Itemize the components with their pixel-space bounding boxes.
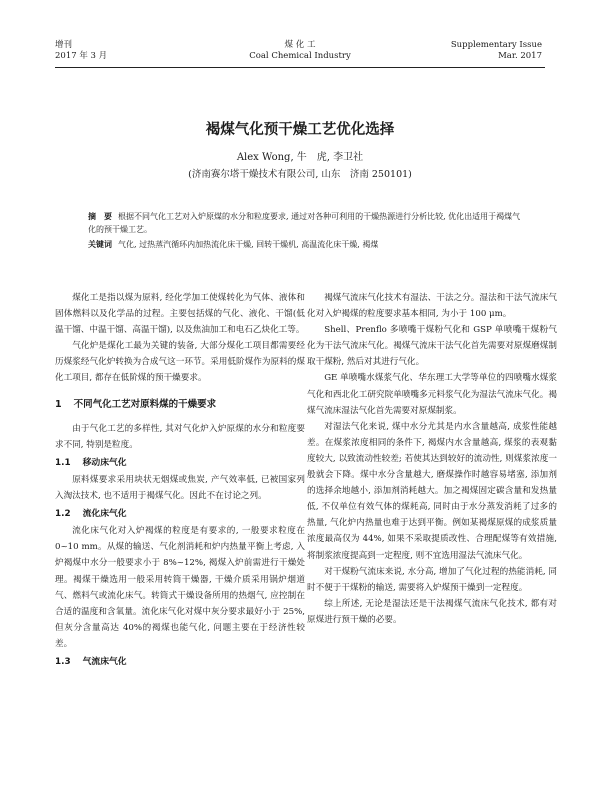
abstract-text: 根据不同气化工艺对入炉原煤的水分和粒度要求, 通过对各种可利用的干燥热源进行分析比较, 优化出适用于褐煤气化的预干燥工艺。: [88, 212, 521, 234]
paragraph: 对湿法气化来说, 煤中水分尤其是内水含量越高, 成浆性能越差。在煤浆浓度相同的条件下, 褐煤内水含量越高, 煤浆的表观黏度较大, 以致流动性较差; 若使其达到较好的流动性, 则煤浆浓度一般就会下降。煤中水分含量越大, 磨煤操作时越容易堵塞, 添加剂的选择余地越小, 添加剂消耗越大。加之褐煤固定碳含量和发热量低, 不仅单位有效气体的煤耗高, 同时由于水分蒸发消耗了过多的热量, 气化炉内热量也难于达到平衡。例如某褐煤原煤的成浆质量浓度最高仅为 44%, 如果不采取提质改性、合理配煤等有效措施, 将制浆浓度提高到一定程度, 则不宜选用湿法气流床气化。: [307, 421, 557, 561]
paragraph: 综上所述, 无论是湿法还是干法褐煤气流床气化技术, 都有对原煤进行预干燥的必要。: [307, 598, 557, 625]
header-issue: 增刊 2017 年 3 月: [55, 40, 108, 61]
paragraph: 气化炉是煤化工最为关键的装备, 大部分煤化工项目都需要经历煤浆经气化炉转换为合成气这一环节。采用低阶煤作为原料的煤化工项目, 都存在低阶煤的预干燥要求。: [55, 341, 305, 384]
keywords-text: 气化, 过热蒸汽循环内加热流化床干燥, 回转干燥机, 高温流化床干燥, 褐煤: [118, 240, 379, 249]
paragraph: 流化床气化对入炉褐煤的粒度是有要求的, 一般要求粒度在 0~10 mm。从煤的输送、气化剂消耗和炉内热量平衡上考虑, 入炉褐煤中水分一般要求小于 8%~12%, 褐煤入炉前需进行干燥处理。褐煤干燥选用一般采用转筒干燥器, 干燥介质采用锅炉烟道气、燃料气或流化床气。转筒式干燥设备所用的热烟气, 应控制在合适的温度和含氧量。流化床气化对煤中灰分要求最好小于 25%, 但灰分含量高达 40%的褐煤也能气化, 问题主要在于经济性较差。: [55, 526, 305, 649]
abstract: [88, 210, 528, 236]
affiliation: (济南赛尔塔干燥技术有限公司, 山东 济南 250101): [188, 169, 412, 180]
paragraph: 煤化工是指以煤为原料, 经化学加工使煤转化为气体、液体和固体燃料以及化学品的过程。主要包括煤的气化、液化、干馏(低温干馏、中温干馏、高温干馏), 以及焦油加工和电石乙炔化工等。: [55, 293, 305, 336]
right-column: [307, 290, 557, 628]
subsection-heading: 1.3 气流床气化: [55, 656, 127, 667]
keywords: [88, 238, 528, 251]
subsection-heading: 1.1 移动床气化: [55, 457, 127, 468]
section-heading: 1 不同气化工艺对原料煤的干燥要求: [55, 398, 217, 410]
header-rule: [55, 67, 545, 68]
running-header: [0, 40, 600, 70]
keywords-label: 关键词: [88, 240, 112, 249]
abstract-label: 摘 要: [88, 212, 112, 221]
paper-title: 褐煤气化预干燥工艺优化选择: [205, 122, 395, 138]
paragraph: 褐煤气流床气化技术有湿法、干法之分。湿法和干法气流床气化对入炉褐煤的粒度要求基本相同, 为小于 100 μm。: [307, 293, 557, 320]
paragraph: Shell、Prenflo 多喷嘴干煤粉气化和 GSP 单喷嘴干煤粉气化为干法气流床气化。褐煤气流床干法气化首先需要对原煤磨煤制取干煤粉, 然后对其进行气化。: [307, 325, 557, 368]
header-journal: 煤 化 工 Coal Chemical Industry: [249, 40, 351, 61]
paragraph: 对干煤粉气流床来说, 水分高, 增加了气化过程的热能消耗, 同时不便于干煤粉的输送, 需要将入炉煤预干燥到一定程度。: [307, 566, 557, 593]
authors: Alex Wong, 牛 虎, 李卫社: [236, 152, 364, 163]
header-issue-en: Supplementary Issue Mar. 2017: [450, 40, 542, 61]
paragraph: 由于气化工艺的多样性, 其对气化炉入炉原煤的水分和粒度要求不同, 特别是粒度。: [55, 423, 305, 450]
paragraph: 原料煤要求采用块状无烟煤或焦炭, 产气效率低, 已被国家列入淘汰技术, 也不适用于褐煤气化。因此不在讨论之列。: [55, 474, 305, 502]
left-column: [55, 290, 305, 671]
subsection-heading: 1.2 流化床气化: [55, 509, 127, 520]
paragraph: GE 单喷嘴水煤浆气化、华东理工大学等单位的四喷嘴水煤浆气化和西北化工研究院单喷嘴多元料浆气化为湿法气流床气化。褐煤气流床湿法气化首先需要对原煤制浆。: [307, 373, 557, 416]
